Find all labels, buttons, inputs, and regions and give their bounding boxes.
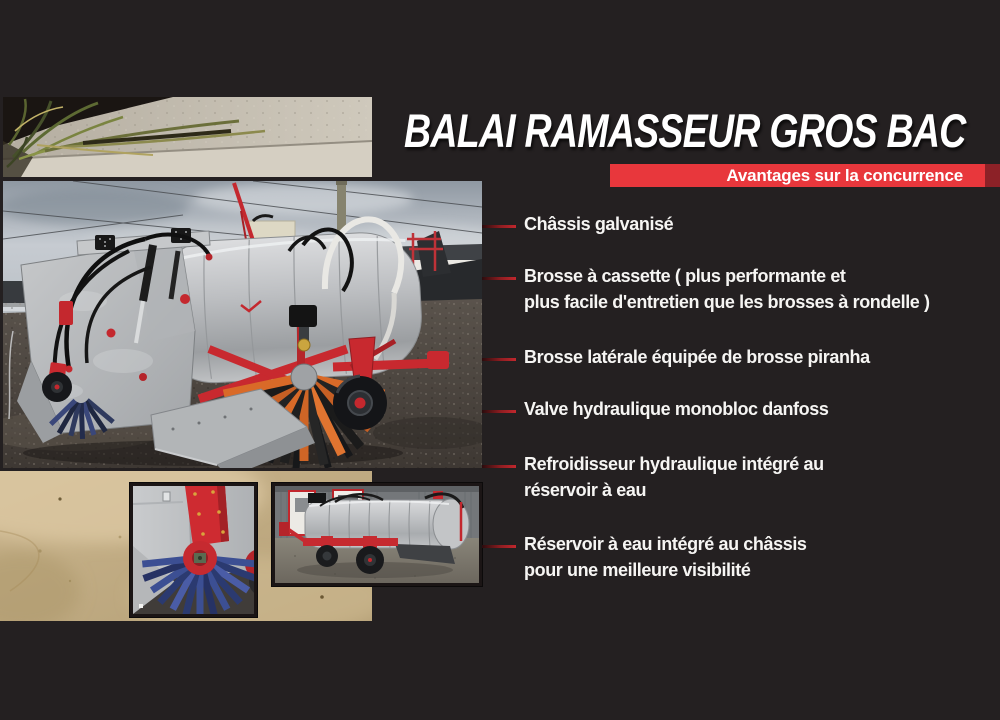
feature-item <box>482 263 930 315</box>
red-bumper <box>303 538 398 546</box>
detail-side-art <box>275 486 479 583</box>
detail-photo-side-view <box>272 483 482 586</box>
feature-item <box>482 451 824 503</box>
advantages-banner <box>610 164 1000 187</box>
feature-text: Valve hydraulique monobloc danfoss <box>524 399 829 419</box>
main-photo <box>3 181 482 468</box>
bullet-dash <box>482 410 516 413</box>
feature-item <box>482 531 807 583</box>
bullet-dash <box>482 465 516 468</box>
banner-endcap <box>985 164 1000 187</box>
bullet-dash <box>482 225 516 228</box>
feature-text: Réservoir à eau intégré au châssis <box>524 534 807 554</box>
bullet-dash <box>482 277 516 280</box>
feature-text: réservoir à eau <box>524 480 647 500</box>
bullet-dash <box>482 545 516 548</box>
bullet-dash <box>482 358 516 361</box>
grass-sidewalk-photo <box>3 97 372 177</box>
feature-item <box>482 211 673 237</box>
feature-item <box>482 396 828 422</box>
feature-text: Brosse latérale équipée de brosse piranha <box>524 347 870 367</box>
banner-label: Avantages sur la concurrence <box>726 166 963 185</box>
detail-brush-art <box>133 486 254 614</box>
detail-photo-brush <box>130 483 257 617</box>
feature-text: pour une meilleure visibilité <box>524 560 751 580</box>
feature-item <box>482 344 870 370</box>
feature-text: plus facile d'entretien que les brosses à rondelle ) <box>524 292 930 312</box>
feature-text: Châssis galvanisé <box>524 214 674 234</box>
feature-text: Brosse à cassette ( plus performante et <box>524 266 846 286</box>
brush-gearbox <box>289 305 317 327</box>
feature-text: Refroidisseur hydraulique intégré au <box>524 454 824 474</box>
page-title: BALAI RAMASSEUR GROS BAC <box>404 104 966 157</box>
